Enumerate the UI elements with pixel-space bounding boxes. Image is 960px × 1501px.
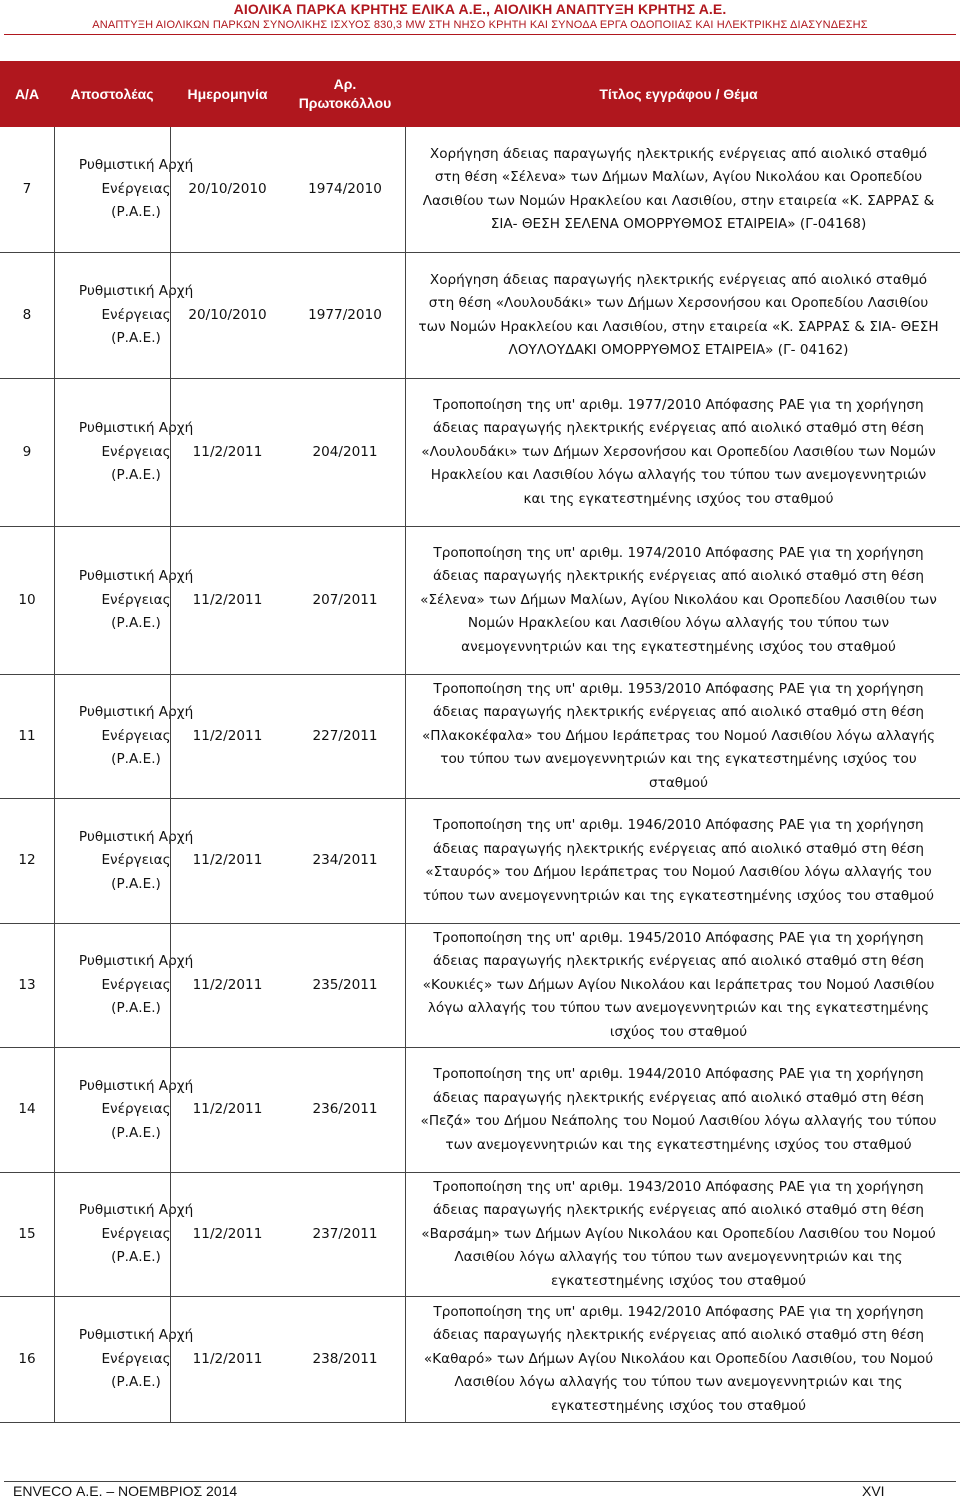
table-row [0, 1048, 960, 1173]
row-sender: Ρυθμιστική Αρχή Ενέργειας (Ρ.Α.Ε.) [78, 953, 194, 1017]
row-number: 15 [18, 1225, 36, 1242]
row-protocol-number: 237/2011 [312, 1225, 378, 1242]
row-number: 7 [22, 180, 32, 197]
column-header-date: Ημερομηνία [187, 85, 268, 102]
column-header-sender: Αποστολέας [70, 85, 154, 102]
row-date: 11/2/2011 [192, 852, 263, 869]
column-divider [54, 127, 55, 1423]
table-row [0, 379, 960, 527]
column-header-protocol: Αρ. Πρωτοκόλλου [298, 76, 392, 111]
table-row [0, 924, 960, 1048]
row-protocol-number: 234/2011 [312, 852, 378, 869]
row-date: 20/10/2010 [188, 180, 267, 197]
row-number: 13 [18, 976, 36, 993]
row-title: Χορήγηση άδειας παραγωγής ηλεκτρικής ενέργειας από αιολικό σταθμό στη θέση «Σέλενα» των Δήμων Μαλίων, Αγίου Νικολάου και Οροπεδίου Λασιθίου των Νομών Ηρακλείου και Λασιθίου, στην εταιρεία «Κ. ΣΑΡΡΑΣ & ΣΙΑ- ΘΕΣΗ ΣΕΛΕΝΑ ΟΜΟΡΡΥΘΜΟΣ ΕΤΑΙΡΕΙΑ» (Γ-04168) [422, 145, 935, 232]
row-sender: Ρυθμιστική Αρχή Ενέργειας (Ρ.Α.Ε.) [78, 568, 194, 632]
row-sender: Ρυθμιστική Αρχή Ενέργειας (Ρ.Α.Ε.) [78, 704, 194, 768]
row-title: Χορήγηση άδειας παραγωγής ηλεκτρικής ενέργειας από αιολικό σταθμό στη θέση «Λουλουδάκι» των Δήμων Χερσονήσου και Οροπεδίου Λασιθίου των Νομών Ηρακλείου και Λασιθίου, στην εταιρεία «Κ. ΣΑΡΡΑΣ & ΣΙΑ- ΘΕΣΗ ΛΟΥΛΟΥΔΑΚΙ ΟΜΟΡΡΥΘΜΟΣ ΕΤΑΙΡΕΙΑ» (Γ- 04162) [418, 271, 939, 358]
row-title: Τροποποίηση της υπ' αριθμ. 1942/2010 Απόφασης ΡΑΕ για τη χορήγηση άδειας παραγωγής ηλεκτρικής ενέργειας από αιολικό σταθμό στη θέση «Καθαρό» των Δήμων Αγίου Νικολάου και Οροπεδίου Λασιθίου, του Νομού Λασιθίου λόγω αλλαγής του τύπου των ανεμογεννητριών και της εγκατεστημένης ισχύος του σταθμού [423, 1303, 934, 1414]
row-title: Τροποποίηση της υπ' αριθμ. 1944/2010 Απόφασης ΡΑΕ για τη χορήγηση άδειας παραγωγής ηλεκτρικής ενέργειας από αιολικό σταθμό στη θέση «Πεζά» του Δήμου Νεάπολης του Νομού Λασιθίου λόγω αλλαγής του τύπου των ανεμογεννητριών και της εγκατεστημένης ισχύος του σταθμού [420, 1066, 937, 1153]
row-sender: Ρυθμιστική Αρχή Ενέργειας (Ρ.Α.Ε.) [78, 1202, 194, 1266]
row-date: 11/2/2011 [192, 976, 263, 993]
document-header-title: ΑΙΟΛΙΚΑ ΠΑΡΚΑ ΚΡΗΤΗΣ ΕΛΙΚΑ Α.Ε., ΑΙΟΛΙΚΗ ΑΝΑΠΤΥΞΗ ΚΡΗΤΗΣ Α.Ε. [233, 1, 727, 17]
row-number: 16 [18, 1350, 36, 1367]
row-number: 12 [18, 852, 36, 869]
row-number: 9 [22, 443, 32, 460]
row-title: Τροποποίηση της υπ' αριθμ. 1943/2010 Απόφασης ΡΑΕ για τη χορήγηση άδειας παραγωγής ηλεκτρικής ενέργειας από αιολικό σταθμό στη θέση «Βαρσάμη» των Δήμων Αγίου Νικολάου και Οροπεδίου Λασιθίου του Νομού Λασιθίου λόγω αλλαγής του τύπου των ανεμογεννητριών και της εγκατεστημένης ισχύος του σταθμού [421, 1178, 936, 1289]
row-date: 11/2/2011 [192, 727, 263, 744]
row-protocol-number: 227/2011 [312, 727, 378, 744]
row-protocol-number: 1974/2010 [308, 180, 382, 197]
row-protocol-number: 1977/2010 [308, 306, 382, 323]
column-header-title: Τίτλος εγγράφου / Θέμα [599, 85, 758, 102]
row-number: 11 [18, 727, 36, 744]
row-number: 14 [18, 1101, 36, 1118]
table-row [0, 253, 960, 379]
row-title: Τροποποίηση της υπ' αριθμ. 1945/2010 Απόφασης ΡΑΕ για τη χορήγηση άδειας παραγωγής ηλεκτρικής ενέργειας από αιολικό σταθμό στη θέση «Κουκιές» των Δήμων Αγίου Νικολάου και Ιεράπετρας του Νομού Λασιθίου λόγω αλλαγής του τύπου των ανεμογεννητριών και της εγκατεστημένης ισχύος του σταθμού [422, 929, 935, 1040]
row-number: 8 [22, 306, 32, 323]
row-date: 11/2/2011 [192, 1225, 263, 1242]
row-sender: Ρυθμιστική Αρχή Ενέργειας (Ρ.Α.Ε.) [78, 1077, 194, 1141]
footer-company-date: ENVECO Α.Ε. – ΝΟΕΜΒΡΙΟΣ 2014 [13, 1483, 238, 1499]
column-header-aa: Α/Α [14, 85, 40, 102]
row-sender: Ρυθμιστική Αρχή Ενέργειας (Ρ.Α.Ε.) [78, 1327, 194, 1391]
row-title: Τροποποίηση της υπ' αριθμ. 1953/2010 Απόφασης ΡΑΕ για τη χορήγηση άδειας παραγωγής ηλεκτρικής ενέργειας από αιολικό σταθμό στη θέση «Πλακοκέφαλα» του Δήμου Ιεράπετρας του Νομού Λασιθίου λόγω αλλαγής του τύπου των ανεμογεννητριών και της εγκατεστημένης ισχύος του σταθμού [421, 680, 936, 791]
row-sender: Ρυθμιστική Αρχή Ενέργειας (Ρ.Α.Ε.) [78, 828, 194, 892]
table-row [0, 1297, 960, 1423]
row-date: 11/2/2011 [192, 1101, 263, 1118]
row-date: 11/2/2011 [192, 591, 263, 608]
row-sender: Ρυθμιστική Αρχή Ενέργειας (Ρ.Α.Ε.) [78, 420, 194, 484]
footer-page-number: XVI [862, 1483, 885, 1499]
row-protocol-number: 238/2011 [312, 1350, 378, 1367]
document-header-subtitle: ΑΝΑΠΤΥΞΗ ΑΙΟΛΙΚΩΝ ΠΑΡΚΩΝ ΣΥΝΟΛΙΚΗΣ ΙΣΧΥΟΣ 830,3 MW ΣΤΗ ΝΗΣΟ ΚΡΗΤΗ ΚΑΙ ΣΥΝΟΔΑ ΕΡΓΑ ΟΔΟΠΟΙΙΑΣ ΚΑΙ ΗΛΕΚΤΡΙΚΗΣ ΔΙΑΣΥΝΔΕΣΗΣ [92, 19, 868, 31]
row-protocol-number: 207/2011 [312, 591, 378, 608]
table-row [0, 675, 960, 799]
row-date: 20/10/2010 [188, 306, 267, 323]
row-protocol-number: 235/2011 [312, 976, 378, 993]
row-date: 11/2/2011 [192, 443, 263, 460]
row-sender: Ρυθμιστική Αρχή Ενέργειας (Ρ.Α.Ε.) [78, 283, 194, 347]
row-protocol-number: 204/2011 [312, 443, 378, 460]
column-divider [170, 127, 171, 1423]
row-sender: Ρυθμιστική Αρχή Ενέργειας (Ρ.Α.Ε.) [78, 157, 194, 221]
table-row [0, 527, 960, 675]
table-row [0, 1173, 960, 1297]
row-title: Τροποποίηση της υπ' αριθμ. 1977/2010 Απόφασης ΡΑΕ για τη χορήγηση άδειας παραγωγής ηλεκτρικής ενέργειας από αιολικό σταθμό στη θέση «Λουλουδάκι» των Δήμων Χερσονήσου και Οροπεδίου Λασιθίου των Νομών Ηρακλείου και Λασιθίου λόγω αλλαγής του τύπου των ανεμογεννητριών και της εγκατεστημένης ισχύος του σταθμού [421, 396, 936, 507]
row-title: Τροποποίηση της υπ' αριθμ. 1974/2010 Απόφασης ΡΑΕ για τη χορήγηση άδειας παραγωγής ηλεκτρικής ενέργειας από αιολικό σταθμό στη θέση «Σέλενα» των Δήμων Μαλίων, Αγίου Νικολάου και Οροπεδίου Λασιθίου των Νομών Ηρακλείου και Λασιθίου λόγω αλλαγής του τύπου των ανεμογεννητριών και της εγκατεστημένης ισχύος του σταθμού [420, 544, 937, 655]
column-divider [405, 127, 406, 1423]
table-header [0, 61, 960, 127]
table-row [0, 127, 960, 253]
row-date: 11/2/2011 [192, 1350, 263, 1367]
row-protocol-number: 236/2011 [312, 1101, 378, 1118]
header-divider [4, 34, 956, 35]
row-title: Τροποποίηση της υπ' αριθμ. 1946/2010 Απόφασης ΡΑΕ για τη χορήγηση άδειας παραγωγής ηλεκτρικής ενέργειας από αιολικό σταθμό στη θέση «Σταυρός» του Δήμου Ιεράπετρας του Νομού Λασιθίου λόγω αλλαγής του τύπου των ανεμογεννητριών και της εγκατεστημένης ισχύος του σταθμού [423, 817, 934, 904]
row-number: 10 [18, 591, 36, 608]
table-row [0, 799, 960, 924]
footer-divider [4, 1481, 956, 1482]
